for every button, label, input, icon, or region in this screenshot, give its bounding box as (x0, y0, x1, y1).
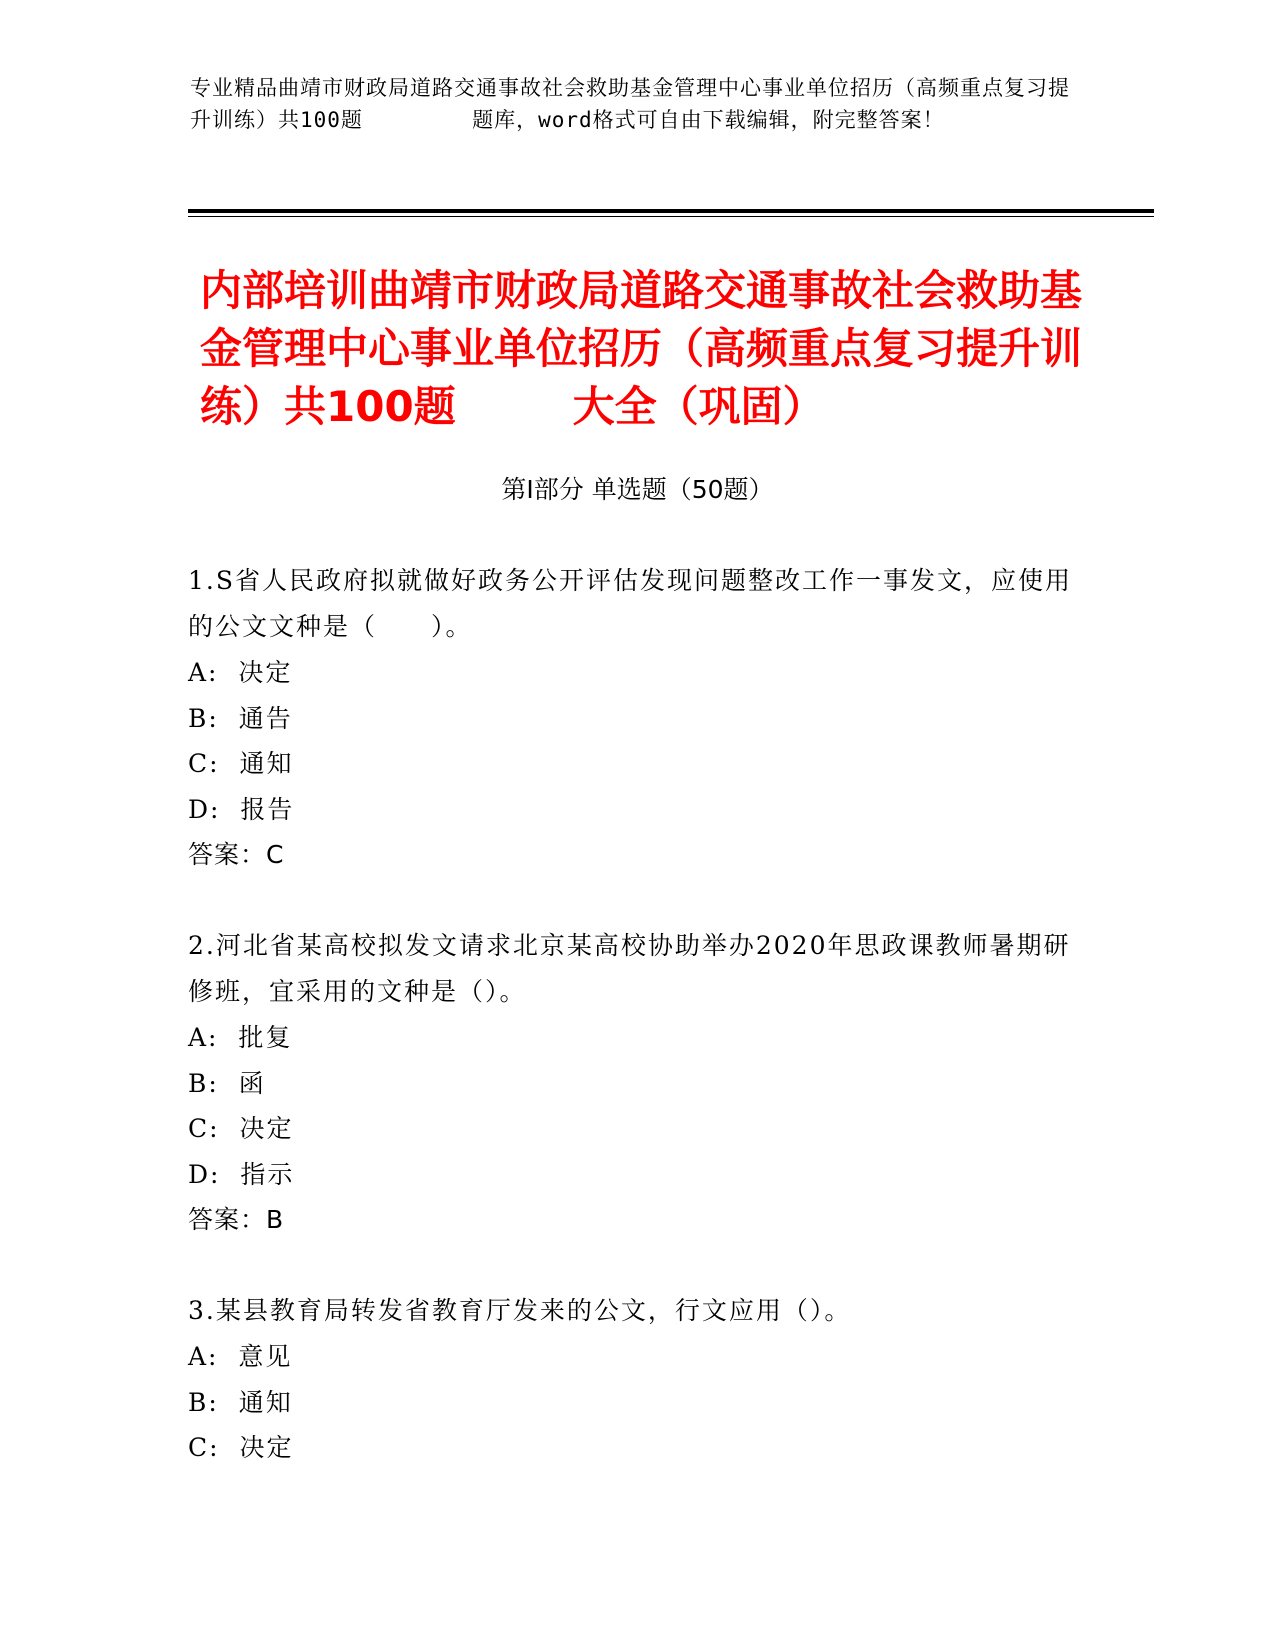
option-a: A: 决定 (188, 658, 293, 687)
header-divider-thick (188, 209, 1154, 213)
question-item (188, 558, 1088, 877)
answer-line: 答案：B (188, 1205, 285, 1234)
section-heading: 第Ⅰ部分 单选题（50题） (501, 475, 774, 504)
answer-line: 答案：C (188, 840, 285, 869)
option-d: D: 指示 (188, 1159, 295, 1189)
document-title: 内部培训曲靖市财政局道路交通事故社会救助基金管理中心事业单位招历（高频重点复习提升训练）共100题 大全（巩固） (200, 266, 1083, 431)
page-header-note: 专业精品曲靖市财政局道路交通事故社会救助基金管理中心事业单位招历（高频重点复习提升训练）共100题 题库，word格式可自由下载编辑，附完整答案！ (190, 76, 1070, 132)
option-c: C: 决定 (188, 1433, 294, 1462)
option-a: A: 意见 (188, 1342, 293, 1371)
question-stem: 1.S省人民政府拟就做好政务公开评估发现问题整改工作一事发文，应使用的公文文种是（ ）。 (188, 566, 1072, 641)
option-b: B: 通告 (188, 703, 293, 733)
question-item (188, 1288, 1088, 1471)
option-b: B: 通知 (188, 1387, 293, 1417)
question-list (188, 558, 1088, 1517)
question-stem: 3.某县教育局转发省教育厅发来的公文，行文应用（）。 (188, 1296, 852, 1325)
question-item (188, 923, 1088, 1242)
option-a: A: 批复 (188, 1023, 293, 1052)
option-c: C: 通知 (188, 749, 294, 778)
option-c: C: 决定 (188, 1114, 294, 1143)
question-stem: 2.河北省某高校拟发文请求北京某高校协助举办2020年思政课教师暑期研修班，宜采用的文种是（）。 (188, 931, 1071, 1006)
option-b: B: 函 (188, 1068, 266, 1098)
header-divider-thin (188, 216, 1154, 217)
option-d: D: 报告 (188, 794, 295, 824)
